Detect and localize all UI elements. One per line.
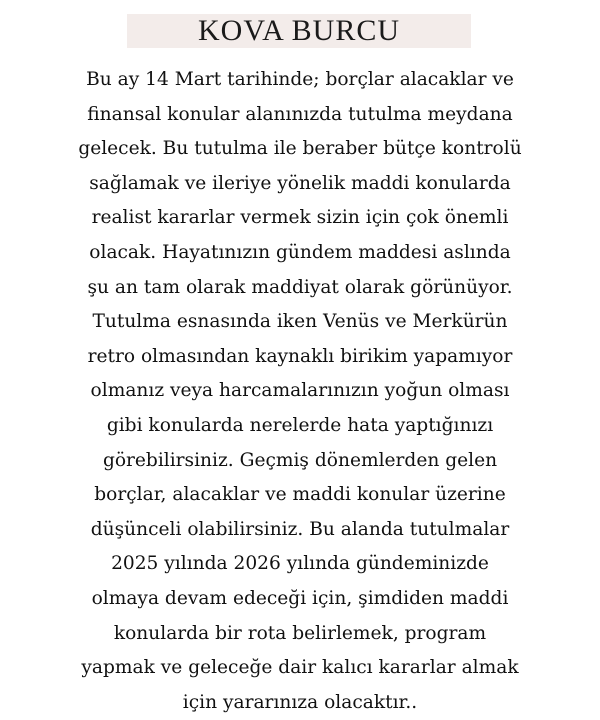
paragraph-line: sağlamak ve ileriye yönelik maddi konularda <box>89 172 511 194</box>
paragraph-line: borçlar, alacaklar ve maddi konular üzerine <box>94 484 506 506</box>
page-title: KOVA BURCU <box>198 14 400 47</box>
paragraph-line: retro olmasından kaynaklı birikim yapamıyor <box>87 345 513 367</box>
paragraph-line: gelecek. Bu tutulma ile beraber bütçe kontrolü <box>78 138 522 160</box>
paragraph-line: olmaya devam edeceği için, şimdiden maddi <box>91 587 509 609</box>
paragraph-line: 2025 yılında 2026 yılında gündeminizde <box>111 553 489 575</box>
paragraph-line: Bu ay 14 Mart tarihinde; borçlar alacaklar ve <box>86 69 514 90</box>
paragraph-line: konularda bir rota belirlemek, program <box>113 622 487 644</box>
paragraph-line: görebilirsiniz. Geçmiş dönemlerden gelen <box>102 449 498 471</box>
horoscope-paragraph <box>6 63 594 720</box>
paragraph-line: olmanız veya harcamalarınızın yoğun olması <box>90 380 510 402</box>
paragraph-line: şu an tam olarak maddiyat olarak görünüyor. <box>87 276 513 298</box>
title-banner <box>127 14 471 48</box>
paragraph-line: yapmak ve geleceğe dair kalıcı kararlar almak <box>81 657 519 679</box>
paragraph-line: olacak. Hayatınızın gündem maddesi aslında <box>89 241 511 263</box>
paragraph-line: düşünceli olabilirsiniz. Bu alanda tutulmalar <box>90 518 510 540</box>
paragraph-line: finansal konular alanınızda tutulma meydana <box>87 103 513 125</box>
paragraph-line: Tutulma esnasında iken Venüs ve Merkürün <box>92 311 508 333</box>
paragraph-line: gibi konularda nerelerde hata yaptığınızı <box>106 414 494 436</box>
paragraph-line: için yararınıza olacaktır.. <box>182 691 418 713</box>
paragraph-line: realist kararlar vermek sizin için çok önemli <box>91 207 509 229</box>
